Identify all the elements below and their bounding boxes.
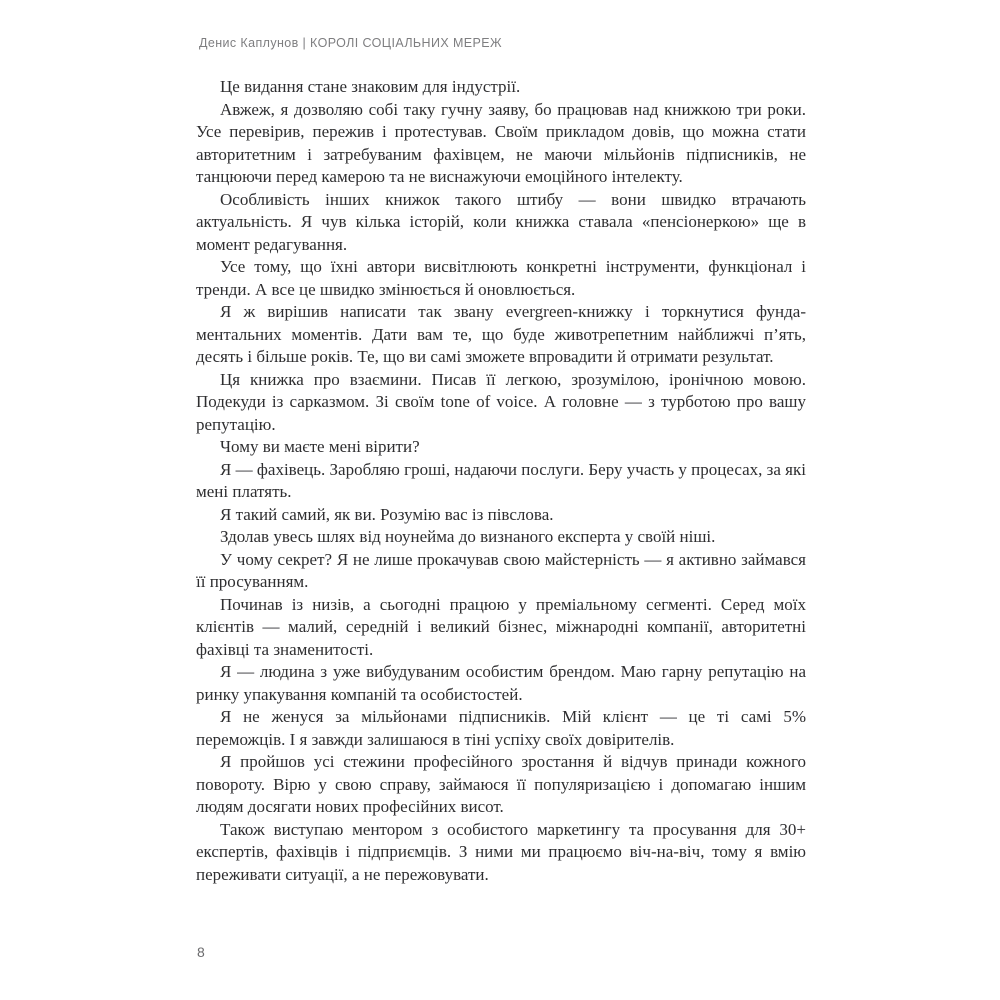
body-text [196, 76, 806, 886]
paragraph: Я не женуся за мільйонами підписників. Мій клієнт — це ті самі 5% переможців. І я завжди залишаюся в тіні успіху своїх довірителів. [196, 707, 806, 749]
paragraph: Усе тому, що їхні автори висвітлюють конкретні інструменти, функціонал і тренди. А все це швидко змінюється й оновлюється. [196, 257, 806, 299]
paragraph: Починав із низів, а сьогодні працюю у преміальному сегменті. Серед моїх клієнтів — малий, середній і великий бізнес, міжнародні компанії, авторитетні фахівці та знаменитості. [196, 594, 806, 659]
paragraph: Я ж вирішив написати так звану evergreen-книжку і торкнутися фундаментальних моментів. Дати вам те, що буде животрепетним найближчі п’ять, десять і більше років. Те, що ви самі зможете впровадити й отримати результат. [196, 302, 806, 366]
paragraph: Я такий самий, як ви. Розумію вас із півслова. [220, 504, 554, 524]
paragraph: Особливість інших книжок такого штибу — вони швидко втрачають актуальність. Я чув кілька історій, коли книжка ставала «пенсіонеркою» ще в момент редагування. [196, 189, 806, 254]
paragraph: Ця книжка про взаємини. Писав її легкою, зрозумілою, іронічною мовою. Подекуди із сарказмом. Зі своїм tone of voice. А головне — з турботою про вашу репутацію. [196, 369, 806, 434]
paragraph: Чому ви маєте мені вірити? [220, 437, 420, 456]
paragraph: Авжеж, я дозволяю собі таку гучну заяву, бо працював над книжкою три роки. Усе перевірив, пережив і протестував. Своїм прикладом довів, що можна стати авторитетним і затребуваним фахівцем, не маючи мільйонів підписників, не танцюючи перед камерою та не виснажуючи емоційного інтелекту. [196, 99, 806, 186]
paragraph: Я пройшов усі стежини професійного зростання й відчув принади кожного повороту. Вірю у свою справу, займаюся її популяризацією і допомагаю іншим людям досягати нових професійних висот. [196, 752, 806, 816]
paragraph: Я — людина з уже вибудуваним особистим брендом. Маю гарну репутацію на ринку упакування компаній та особистостей. [196, 662, 806, 704]
paragraph: Я — фахівець. Заробляю гроші, надаючи послуги. Беру участь у процесах, за які мені платять. [196, 459, 806, 501]
paragraph: Також виступаю ментором з особистого маркетингу та просування для 30+ експертів, фахівців і підприємців. З ними ми працюємо віч-на-віч, тому я вмію переживати ситуації, а не пережовувати. [196, 819, 806, 884]
paragraph: У чому секрет? Я не лише прокачував свою майстерність — я активно займався її просуванням. [196, 549, 806, 591]
running-header: Денис Каплунов | КОРОЛІ СОЦІАЛЬНИХ МЕРЕЖ [199, 36, 502, 50]
paragraph: Здолав увесь шлях від ноунейма до визнаного експерта у своїй ніші. [220, 527, 716, 546]
paragraph: Це видання стане знаковим для індустрії. [220, 77, 521, 96]
page-number: 8 [197, 944, 205, 960]
